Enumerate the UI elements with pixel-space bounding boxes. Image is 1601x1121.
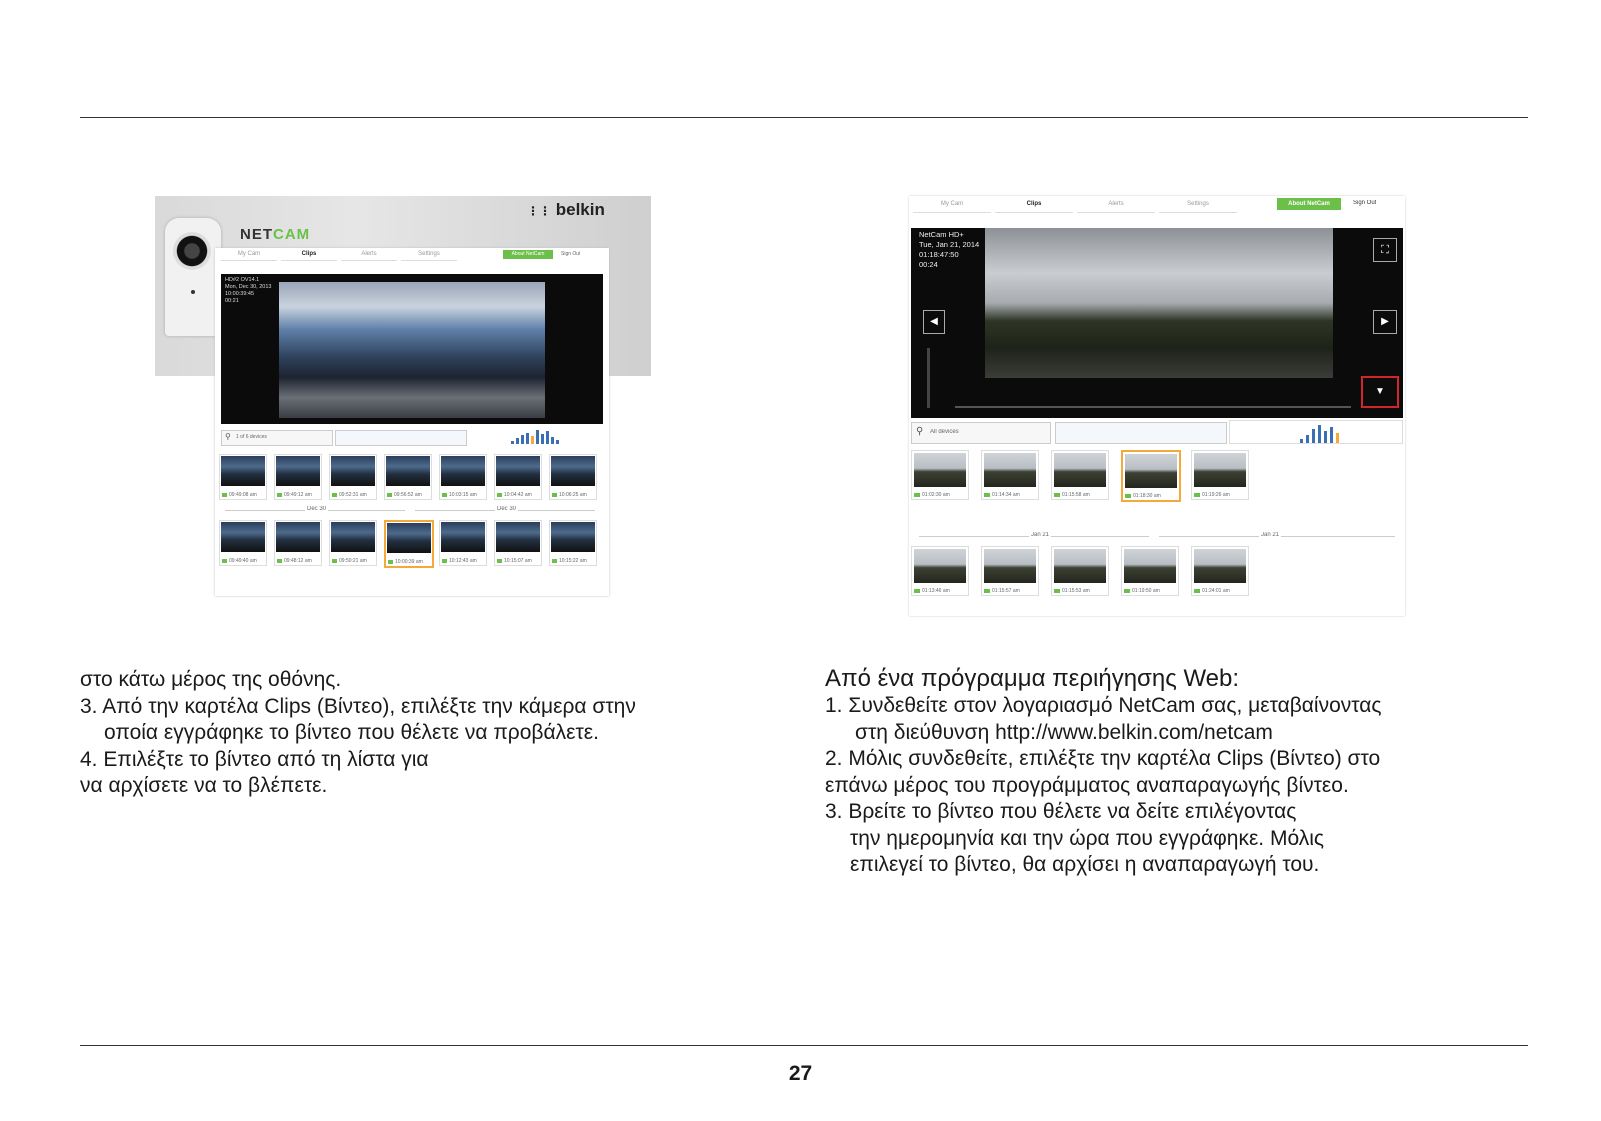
skip-next-icon: ▶ — [1381, 316, 1389, 327]
progress-bar[interactable] — [955, 406, 1351, 408]
video-clip-icon — [332, 493, 337, 497]
video-clip-icon — [1054, 589, 1060, 593]
video-player[interactable] — [911, 228, 1403, 418]
clip-thumbnail[interactable] — [329, 454, 377, 500]
clip-preview — [551, 456, 595, 486]
left-line-1: στο κάτω μέρος της οθόνης. — [80, 668, 342, 691]
clip-thumbnail[interactable] — [219, 520, 267, 566]
clip-time: 01:13:46 am — [914, 588, 950, 594]
fullscreen-button[interactable] — [1373, 238, 1397, 262]
right-step-3-line-2: την ημερομηνία και την ώρα που εγγράφηκε. Μόλις — [850, 826, 1325, 850]
clip-time: 01:24:01 am — [1194, 588, 1230, 594]
clip-preview — [1054, 453, 1106, 487]
fullscreen-icon: ⛶ — [1381, 244, 1389, 256]
video-clip-icon — [552, 559, 557, 563]
date-divider-2: Dec 30 — [415, 510, 595, 511]
search-icon: ⚲ — [225, 432, 231, 441]
clip-preview — [276, 522, 320, 552]
about-netcam-button[interactable]: About NetCam — [503, 250, 553, 259]
device-led — [191, 290, 195, 294]
tab-settings[interactable]: Settings — [401, 248, 457, 261]
clip-thumbnail[interactable] — [274, 454, 322, 500]
clip-time: 10:12:43 am — [442, 558, 477, 564]
top-rule — [80, 117, 1528, 118]
left-step-3-line-1: 3. Από την καρτέλα Clips (Βίντεο), επιλέξτε την κάμερα στην — [80, 694, 636, 718]
right-step-1-line-2: στη διεύθυνση http://www.belkin.com/netcam — [855, 720, 1273, 744]
clip-thumbnail[interactable] — [549, 454, 597, 500]
clip-preview — [1194, 453, 1246, 487]
clip-thumbnail[interactable] — [1191, 546, 1249, 596]
video-frame — [279, 282, 545, 418]
right-text-block — [825, 665, 1525, 879]
clip-thumbnail[interactable] — [439, 520, 487, 566]
netcam-device — [165, 218, 221, 336]
clip-thumbnail[interactable] — [1051, 450, 1109, 500]
video-clip-icon — [277, 559, 282, 563]
sign-out-link[interactable]: Sign Out — [561, 251, 581, 257]
left-text-block — [80, 667, 760, 800]
clip-thumbnail[interactable] — [1121, 450, 1181, 502]
clip-thumbnail[interactable] — [981, 546, 1039, 596]
skip-previous-icon: ◀ — [930, 316, 938, 327]
video-clip-icon — [1054, 493, 1060, 497]
clip-thumbnail[interactable] — [329, 520, 377, 566]
clip-time: 09:50:21 am — [332, 558, 367, 564]
clip-time: 10:15:07 am — [497, 558, 532, 564]
right-step-1-line-1: 1. Συνδεθείτε στον λογαριασμό NetCam σας, μεταβαίνοντας — [825, 694, 1382, 717]
chevron-down-icon: ▼ — [1375, 386, 1385, 397]
video-clip-icon — [914, 493, 920, 497]
video-clip-icon — [552, 493, 557, 497]
video-clip-icon — [222, 559, 227, 563]
clip-preview — [984, 549, 1036, 583]
clip-row-bottom — [219, 520, 605, 570]
clip-time: 09:49:08 am — [222, 492, 257, 498]
clip-preview — [331, 522, 375, 552]
camera-lens — [173, 232, 211, 270]
video-clip-icon — [332, 559, 337, 563]
activity-histogram — [1229, 420, 1403, 444]
sign-out-link[interactable]: Sign Out — [1353, 200, 1377, 206]
tab-my-cam[interactable]: My Cam — [221, 248, 277, 261]
clip-thumbnail[interactable] — [384, 520, 434, 568]
clip-thumbnail[interactable] — [1051, 546, 1109, 596]
clip-thumbnail[interactable] — [911, 450, 969, 500]
video-info: NetCam HD+ Tue, Jan 21, 2014 01:18:47:50 00:24 — [919, 230, 980, 269]
clip-time: 10:04:42 am — [497, 492, 532, 498]
video-clip-icon — [442, 559, 447, 563]
video-clip-icon — [1194, 589, 1200, 593]
right-heading: Από ένα πρόγραμμα περιήγησης Web: — [825, 665, 1240, 692]
left-step-4-line-2: να αρχίσετε να το βλέπετε. — [80, 774, 328, 797]
clip-time: 10:15:22 am — [552, 558, 587, 564]
clip-preview — [914, 549, 966, 583]
clip-preview — [984, 453, 1036, 487]
clip-time: 10:06:25 am — [552, 492, 587, 498]
clip-preview — [496, 456, 540, 486]
clip-time: 01:18:30 am — [1125, 493, 1161, 499]
clip-preview — [1054, 549, 1106, 583]
clip-time: 01:15:53 am — [1054, 588, 1090, 594]
clip-preview — [386, 456, 430, 486]
clip-thumbnail[interactable] — [911, 546, 969, 596]
clip-time: 01:02:30 am — [914, 492, 950, 498]
left-screenshot — [155, 196, 651, 600]
right-step-2-line-1: 2. Μόλις συνδεθείτε, επιλέξτε την καρτέλα Clips (Βίντεο) στο — [825, 747, 1381, 770]
clip-thumbnail[interactable] — [384, 454, 432, 500]
dropdown-button[interactable] — [1361, 376, 1399, 408]
left-app-window — [215, 248, 609, 596]
clip-preview — [331, 456, 375, 486]
date-divider-1: Jan 21 — [919, 536, 1149, 537]
right-step-3-line-3: επιλεγεί το βίντεο, θα αρχίσει η αναπαραγωγή του. — [850, 853, 1320, 876]
right-step-2-line-2: επάνω μέρος του προγράμματος αναπαραγωγής βίντεο. — [825, 773, 1349, 797]
video-player[interactable] — [221, 274, 603, 424]
belkin-dots-icon: ⋮⋮ — [527, 204, 551, 218]
clip-preview — [221, 456, 265, 486]
video-clip-icon — [1194, 493, 1200, 497]
clip-thumbnail[interactable] — [494, 520, 542, 566]
video-clip-icon — [387, 493, 392, 497]
date-divider-2: Jan 21 — [1159, 536, 1395, 537]
netcam-logo: NETCAM — [240, 226, 311, 243]
clip-thumbnail[interactable] — [494, 454, 542, 500]
previous-clip-button[interactable] — [923, 310, 945, 334]
search-icon: ⚲ — [916, 426, 924, 437]
clip-preview — [221, 522, 265, 552]
right-screenshot — [909, 196, 1405, 616]
tab-alerts[interactable]: Alerts — [1077, 196, 1155, 213]
video-clip-icon — [984, 493, 990, 497]
clip-time: 09:56:52 am — [387, 492, 422, 498]
video-clip-icon — [497, 559, 502, 563]
device-search[interactable]: ⚲ 1 of 6 devices — [221, 430, 333, 446]
belkin-text: belkin — [555, 200, 605, 219]
video-clip-icon — [222, 493, 227, 497]
video-clip-icon — [277, 493, 282, 497]
clip-preview — [496, 522, 540, 552]
clip-preview — [551, 522, 595, 552]
device-search[interactable]: ⚲ All devices — [911, 422, 1051, 444]
date-picker[interactable] — [335, 430, 467, 446]
video-clip-icon — [1124, 589, 1130, 593]
activity-histogram — [471, 428, 601, 444]
clip-time: 01:14:34 am — [984, 492, 1020, 498]
video-clip-icon — [442, 493, 447, 497]
clip-thumbnail[interactable] — [439, 454, 487, 500]
clip-row-top — [911, 450, 1403, 512]
clip-time: 01:19:26 am — [1194, 492, 1230, 498]
clip-row-top — [219, 454, 605, 504]
date-divider-1: Dec 30 — [225, 510, 405, 511]
right-step-3-line-1: 3. Βρείτε το βίντεο που θέλετε να δείτε επιλέγοντας — [825, 800, 1297, 823]
page-number: 27 — [788, 1062, 813, 1085]
video-clip-icon — [984, 589, 990, 593]
clip-preview — [441, 456, 485, 486]
next-clip-button[interactable] — [1373, 310, 1397, 334]
clip-thumbnail[interactable] — [549, 520, 597, 566]
tab-my-cam[interactable]: My Cam — [913, 196, 991, 213]
clip-preview — [276, 456, 320, 486]
clip-thumbnail[interactable] — [219, 454, 267, 500]
clip-preview — [387, 523, 431, 553]
clip-preview — [1194, 549, 1246, 583]
date-picker[interactable] — [1055, 422, 1227, 444]
tab-settings[interactable]: Settings — [1159, 196, 1237, 213]
left-step-3-line-2: οποία εγγράφηκε το βίντεο που θέλετε να προβάλετε. — [104, 721, 600, 744]
video-clip-icon — [1125, 494, 1131, 498]
video-clip-icon — [914, 589, 920, 593]
tab-alerts[interactable]: Alerts — [341, 248, 397, 261]
clip-time: 01:15:57 am — [984, 588, 1020, 594]
clip-thumbnail[interactable] — [1191, 450, 1249, 500]
left-step-4-line-1: 4. Επιλέξτε το βίντεο από τη λίστα για — [80, 747, 429, 771]
video-info: HD#2 OV14.1 Mon, Dec 30, 2013 10:00:39:45 00:21 — [225, 277, 272, 304]
clip-time: 09:49:12 am — [277, 492, 312, 498]
clip-preview — [914, 453, 966, 487]
clip-thumbnail[interactable] — [1121, 546, 1179, 596]
volume-slider[interactable] — [927, 348, 930, 408]
clip-thumbnail[interactable] — [274, 520, 322, 566]
clip-time: 09:48:12 am — [277, 558, 312, 564]
belkin-logo — [527, 200, 605, 220]
about-netcam-button[interactable]: About NetCam — [1277, 198, 1341, 210]
clip-time: 09:49:40 am — [222, 558, 257, 564]
video-clip-icon — [388, 560, 393, 564]
clip-thumbnail[interactable] — [981, 450, 1039, 500]
tab-clips[interactable]: Clips — [281, 248, 337, 261]
clip-preview — [441, 522, 485, 552]
video-frame — [985, 228, 1333, 378]
tab-clips[interactable]: Clips — [995, 196, 1073, 213]
clip-preview — [1124, 549, 1176, 583]
clip-time: 01:19:50 am — [1124, 588, 1160, 594]
clip-time: 10:03:15 am — [442, 492, 477, 498]
bottom-rule — [80, 1045, 1528, 1046]
clip-time: 01:15:58 am — [1054, 492, 1090, 498]
clip-time: 10:00:39 am — [388, 559, 423, 565]
clip-preview — [1125, 454, 1177, 488]
clip-time: 09:52:31 am — [332, 492, 367, 498]
video-clip-icon — [497, 493, 502, 497]
clip-row-bottom — [911, 546, 1403, 608]
